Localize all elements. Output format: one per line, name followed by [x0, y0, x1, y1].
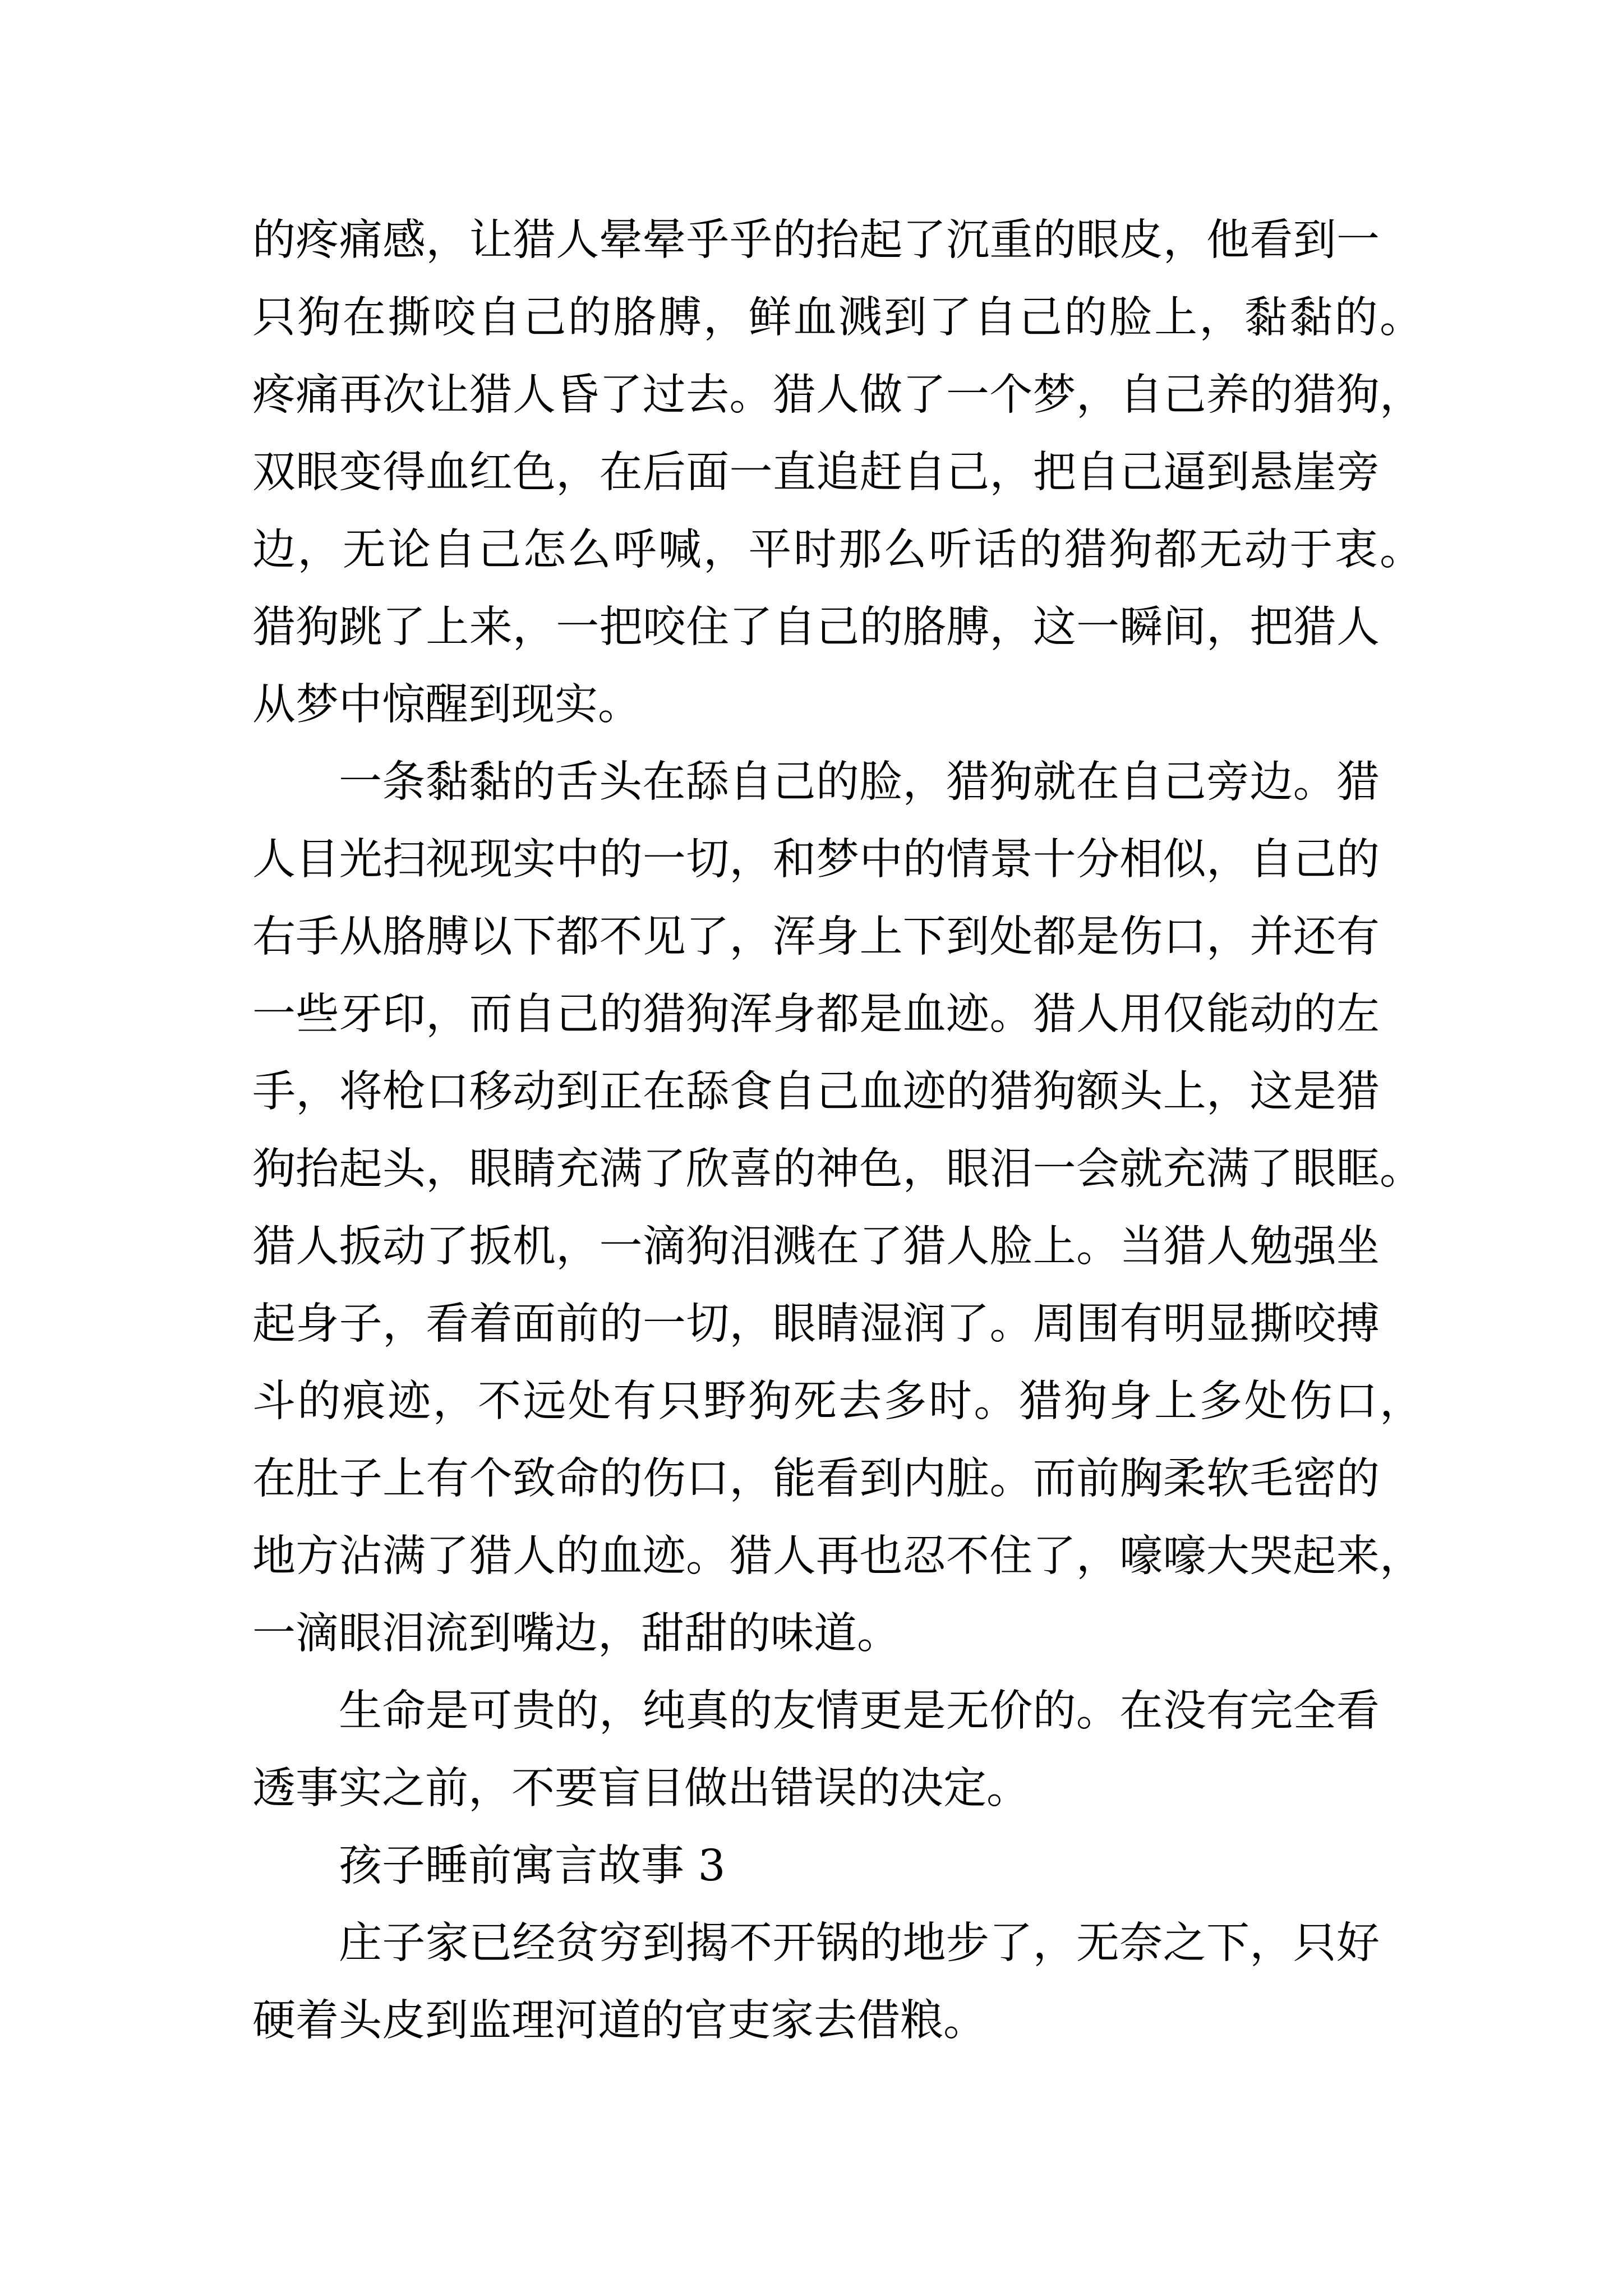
text-line: 疼痛再次让猎人昏了过去。猎人做了一个梦，自己养的猎狗，	[252, 370, 1423, 420]
text-line: 只狗在撕咬自己的胳膊，鲜血溅到了自己的脸上，黏黏的。	[252, 293, 1423, 343]
document-body	[252, 202, 1423, 2060]
text-line: 猎狗跳了上来，一把咬住了自己的胳膊，这一瞬间，把猎人	[252, 602, 1380, 652]
paragraph-hunter-dream	[252, 202, 1423, 744]
text-line: 的疼痛感，让猎人晕晕乎乎的抬起了沉重的眼皮，他看到一	[252, 215, 1380, 265]
text-line: 狗抬起头，眼睛充满了欣喜的神色，眼泪一会就充满了眼眶。	[252, 1144, 1423, 1194]
text-line: 边，无论自己怎么呼喊，平时那么听话的猎狗都无动于衷。	[252, 525, 1423, 575]
text-line: 人目光扫视现实中的一切，和梦中的情景十分相似，自己的	[252, 835, 1380, 885]
story-title	[252, 1828, 1423, 1905]
paragraph-moral	[252, 1673, 1423, 1828]
story-title-text: 孩子睡前寓言故事 3	[339, 1841, 726, 1891]
text-line: 右手从胳膊以下都不见了，浑身上下到处都是伤口，并还有	[252, 912, 1380, 962]
text-line: 猎人扳动了扳机，一滴狗泪溅在了猎人脸上。当猎人勉强坐	[252, 1222, 1380, 1272]
text-line: 硬着头皮到监理河道的官吏家去借粮。	[252, 1996, 986, 2046]
text-line: 一条黏黏的舌头在舔自己的脸，猎狗就在自己旁边。猎	[339, 757, 1380, 807]
text-line: 透事实之前，不要盲目做出错误的决定。	[252, 1764, 1030, 1814]
text-line: 地方沾满了猎人的血迹。猎人再也忍不住了，嚎嚎大哭起来，	[252, 1531, 1423, 1581]
text-line: 生命是可贵的，纯真的友情更是无价的。在没有完全看	[339, 1686, 1380, 1736]
paragraph-hunter-awakens	[252, 744, 1423, 1673]
paragraph-zhuangzi	[252, 1905, 1423, 2060]
text-line: 一滴眼泪流到嘴边，甜甜的味道。	[252, 1609, 900, 1659]
text-line: 双眼变得血红色，在后面一直追赶自己，把自己逼到悬崖旁	[252, 448, 1380, 498]
text-line: 手，将枪口移动到正在舔食自己血迹的猎狗额头上，这是猎	[252, 1067, 1380, 1117]
text-line: 从梦中惊醒到现实。	[252, 680, 641, 730]
text-line: 庄子家已经贫穷到揭不开锅的地步了，无奈之下，只好	[339, 1918, 1380, 1968]
text-line: 一些牙印，而自己的猎狗浑身都是血迹。猎人用仅能动的左	[252, 990, 1380, 1039]
text-line: 斗的痕迹，不远处有只野狗死去多时。猎狗身上多处伤口，	[252, 1377, 1423, 1427]
text-line: 在肚子上有个致命的伤口，能看到内脏。而前胸柔软毛密的	[252, 1454, 1380, 1504]
text-line: 起身子，看着面前的一切，眼睛湿润了。周围有明显撕咬搏	[252, 1299, 1380, 1349]
